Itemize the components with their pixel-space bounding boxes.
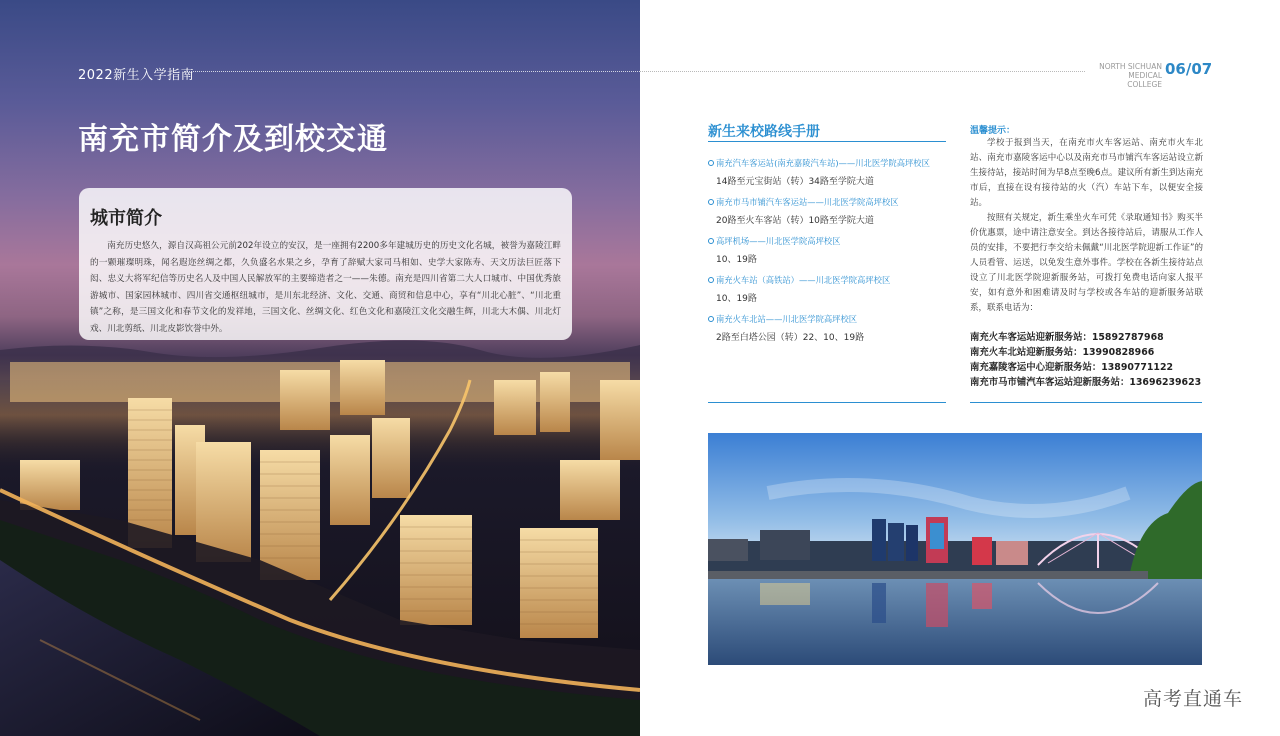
intro-title: 城市简介 [90, 208, 162, 229]
city-intro-card [79, 188, 572, 340]
route-bus: 20路至火车客站（转）10路至学院大道 [716, 216, 874, 226]
page-number: 06/07 [1165, 60, 1213, 78]
tips-bottom-divider [970, 402, 1202, 403]
route-bus: 2路至白塔公园（转）22、10、19路 [716, 333, 865, 343]
river-city-photo [708, 433, 1202, 665]
contact-line: 南充火车客运站迎新服务站：15892787968 [970, 332, 1164, 343]
route-name [708, 235, 958, 248]
watermark-text: 高考直通车 [1143, 688, 1244, 710]
intro-text: 南充历史悠久，源自汉高祖公元前202年设立的安汉，是一座拥有2200多年建城历史的历史文化名城，被誉为嘉陵江畔的一颗璀璨明珠，闻名遐迩丝绸之都，久负盛名水果之乡，孕育了辞赋大家司马相如、史学大家陈寿、天文历法巨匠落下闳、忠义大将军纪信等历史名人及中国人民解放军的主要缔造者之一——朱德。南充是四川省第二大人口城市、中国优秀旅游城市、国家园林城市、四川省交通枢纽城市，是川东北经济、文化、交通、商贸和信息中心，享有“川北心脏”、“川北重镇”之称，是三国文化和春节文化的发祥地，三国文化、丝绸文化、红色文化和嘉陵江文化交融生辉，川北大木偶、川北灯戏、川北剪纸、川北皮影饮誉中外。 [90, 241, 561, 334]
route-item [708, 313, 958, 352]
route-item [708, 235, 958, 274]
route-item [708, 196, 958, 235]
route-name [708, 157, 958, 170]
circle-bullet-icon [708, 160, 714, 166]
route-name-text: 南充汽车客运站(南充嘉陵汽车站)——川北医学院高坪校区 [716, 158, 930, 168]
routes-divider [708, 141, 946, 142]
route-name-text: 南充火车北站——川北医学院高坪校区 [716, 314, 858, 324]
route-bus: 14路至元宝街站（转）34路至学院大道 [716, 177, 874, 187]
tips-title: 温馨提示： [970, 126, 1016, 136]
guide-header: 2022新生入学指南 [78, 68, 195, 83]
route-list [708, 157, 958, 352]
header-divider-right [640, 71, 1085, 72]
contact-list [970, 330, 1210, 390]
route-item [708, 157, 958, 196]
route-name-text: 南充火车站（高铁站）——川北医学院高坪校区 [716, 275, 891, 285]
route-name [708, 274, 958, 287]
college-name-line1: NORTH SICHUAN [1099, 62, 1162, 71]
route-name [708, 313, 958, 326]
college-name-en [1092, 62, 1162, 89]
route-name-text: 南充市马市铺汽车客运站——川北医学院高坪校区 [716, 197, 899, 207]
route-item [708, 274, 958, 313]
right-page [640, 0, 1280, 736]
routes-title: 新生来校路线手册 [708, 124, 820, 140]
route-name-text: 高坪机场——川北医学院高坪校区 [716, 236, 841, 246]
circle-bullet-icon [708, 277, 714, 283]
circle-bullet-icon [708, 199, 714, 205]
route-name [708, 196, 958, 209]
tips-paragraph: 按照有关规定，新生乘坐火车可凭《录取通知书》购买半价优惠票，途中请注意安全。到达各接待站后，请服从工作人员的安排，不要把行李交给未佩戴“川北医学院迎新工作证”的人员看管、运送，以免发生意外事件。学校在各新生接待站点设立了川北医学院迎新服务站，可拨打免费电话向家人报平安，如有意外和困难请及时与学校或各车站的迎新服务站联系，联系电话为： [970, 213, 1203, 313]
tips-paragraph: 学校于报到当天，在南充市火车客运站、南充市火车北站、南充市嘉陵客运中心以及南充市马市铺汽车客运站设立新生接待站，接站时间为早8点至晚6点。建议所有新生到达南充市后，直接在设有接待站的火（汽）车站下车，以便安全接站。 [970, 138, 1203, 208]
college-name-line2: MEDICAL COLLEGE [1127, 71, 1162, 89]
header-divider [184, 71, 640, 72]
contact-line: 南充嘉陵客运中心迎新服务站：13890771122 [970, 362, 1174, 373]
contact-line: 南充火车北站迎新服务站：13990828966 [970, 347, 1155, 358]
page-title: 南充市简介及到校交通 [78, 122, 388, 157]
routes-bottom-divider [708, 402, 946, 403]
tips-text [970, 136, 1203, 316]
contact-line: 南充市马市铺汽车客运站迎新服务站：13696239623 [970, 377, 1202, 388]
route-bus: 10、19路 [716, 255, 757, 265]
circle-bullet-icon [708, 316, 714, 322]
route-bus: 10、19路 [716, 294, 757, 304]
circle-bullet-icon [708, 238, 714, 244]
